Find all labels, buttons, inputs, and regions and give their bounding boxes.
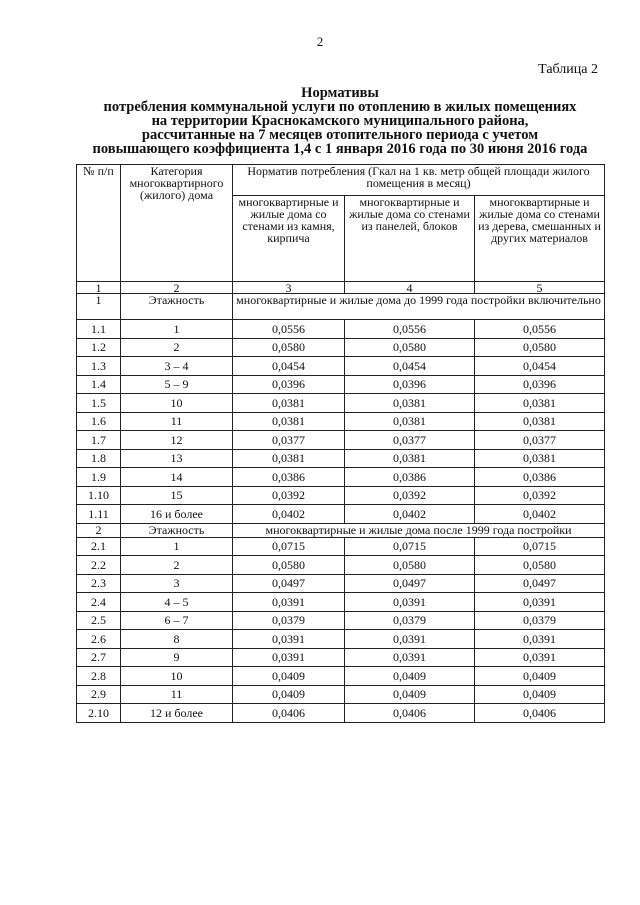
row-number: 2.8 [77,667,121,686]
table-row [77,574,605,593]
value-stone: 0,0454 [233,357,345,376]
value-panel: 0,0381 [345,449,475,468]
value-stone: 0,0391 [233,630,345,649]
column-number-row [77,282,605,294]
header-wood-walls: многоквартирные и жилые дома со стенами из дерева, смешанных и других материалов [475,196,605,282]
section-label: Этажность [121,523,233,537]
document-heading [60,86,620,156]
value-wood: 0,0409 [475,685,605,704]
table-row [77,412,605,431]
value-stone: 0,0381 [233,394,345,413]
table-row [77,505,605,524]
column-number: 3 [233,282,345,294]
row-number: 2.6 [77,630,121,649]
value-wood: 0,0406 [475,704,605,723]
floors-cell: 13 [121,449,233,468]
value-panel: 0,0556 [345,320,475,339]
value-panel: 0,0391 [345,593,475,612]
table-row [77,648,605,667]
table-row [77,685,605,704]
value-panel: 0,0409 [345,667,475,686]
floors-cell: 4 – 5 [121,593,233,612]
table-label: Таблица 2 [538,62,598,77]
value-wood: 0,0497 [475,574,605,593]
table-row [77,667,605,686]
value-panel: 0,0381 [345,394,475,413]
value-panel: 0,0391 [345,648,475,667]
row-number: 1.3 [77,357,121,376]
value-stone: 0,0391 [233,648,345,667]
value-panel: 0,0580 [345,556,475,575]
row-number: 2.2 [77,556,121,575]
page-number: 2 [316,34,324,49]
value-panel: 0,0386 [345,468,475,487]
table-row [77,556,605,575]
value-wood: 0,0409 [475,667,605,686]
value-stone: 0,0556 [233,320,345,339]
table-row [77,449,605,468]
value-stone: 0,0409 [233,667,345,686]
floors-cell: 3 – 4 [121,357,233,376]
header-panel-walls: многоквартирные и жилые дома со стенами из панелей, блоков [345,196,475,282]
value-panel: 0,0580 [345,338,475,357]
header-number: № п/п [77,165,121,282]
row-number: 1.9 [77,468,121,487]
table-row [77,357,605,376]
value-panel: 0,0497 [345,574,475,593]
value-stone: 0,0391 [233,593,345,612]
value-wood: 0,0396 [475,375,605,394]
value-panel: 0,0715 [345,537,475,556]
value-stone: 0,0715 [233,537,345,556]
floors-cell: 1 [121,320,233,339]
column-number: 1 [77,282,121,294]
floors-cell: 9 [121,648,233,667]
floors-cell: 10 [121,667,233,686]
heading-line: повышающего коэффициента 1,4 с 1 января 2016 года по 30 июня 2016 года [92,141,588,157]
value-stone: 0,0392 [233,486,345,505]
heading-line: потребления коммунальной услуги по отоплению в жилых помещениях [103,99,577,115]
row-number: 1.7 [77,431,121,450]
row-number: 2.4 [77,593,121,612]
value-panel: 0,0379 [345,611,475,630]
table-row [77,320,605,339]
row-number: 1.1 [77,320,121,339]
header-norm: Норматив потребления (Гкал на 1 кв. метр общей площади жилого помещения в месяц) [233,165,605,196]
value-stone: 0,0377 [233,431,345,450]
value-wood: 0,0381 [475,412,605,431]
section-row [77,523,605,537]
row-number: 2.9 [77,685,121,704]
value-panel: 0,0377 [345,431,475,450]
row-number: 1.2 [77,338,121,357]
value-panel: 0,0402 [345,505,475,524]
value-panel: 0,0454 [345,357,475,376]
heading-line: на территории Краснокамского муниципального района, [151,113,529,129]
floors-cell: 11 [121,412,233,431]
section-number: 1 [77,294,121,320]
value-stone: 0,0379 [233,611,345,630]
table-row [77,630,605,649]
floors-cell: 1 [121,537,233,556]
table-row [77,537,605,556]
value-wood: 0,0402 [475,505,605,524]
table-row [77,486,605,505]
value-wood: 0,0556 [475,320,605,339]
value-wood: 0,0580 [475,338,605,357]
heading-line: рассчитанные на 7 месяцев отопительного периода с учетом [141,127,539,143]
value-wood: 0,0580 [475,556,605,575]
value-stone: 0,0406 [233,704,345,723]
floors-cell: 15 [121,486,233,505]
value-stone: 0,0497 [233,574,345,593]
floors-cell: 12 [121,431,233,450]
value-stone: 0,0402 [233,505,345,524]
value-stone: 0,0381 [233,412,345,431]
floors-cell: 12 и более [121,704,233,723]
section-title: многоквартирные и жилые дома до 1999 года постройки включительно [233,294,605,320]
value-wood: 0,0377 [475,431,605,450]
value-stone: 0,0396 [233,375,345,394]
row-number: 1.5 [77,394,121,413]
row-number: 2.5 [77,611,121,630]
value-stone: 0,0381 [233,449,345,468]
section-row [77,294,605,320]
value-panel: 0,0392 [345,486,475,505]
value-stone: 0,0580 [233,338,345,357]
row-number: 2.1 [77,537,121,556]
column-number: 4 [345,282,475,294]
value-wood: 0,0392 [475,486,605,505]
table-row [77,611,605,630]
section-number: 2 [77,523,121,537]
value-wood: 0,0391 [475,593,605,612]
row-number: 1.10 [77,486,121,505]
floors-cell: 3 [121,574,233,593]
value-panel: 0,0406 [345,704,475,723]
section-label: Этажность [121,294,233,320]
row-number: 1.6 [77,412,121,431]
value-panel: 0,0409 [345,685,475,704]
value-wood: 0,0379 [475,611,605,630]
value-stone: 0,0386 [233,468,345,487]
row-number: 2.7 [77,648,121,667]
norms-table [76,164,605,723]
table-row [77,468,605,487]
value-wood: 0,0381 [475,449,605,468]
table-row [77,593,605,612]
floors-cell: 16 и более [121,505,233,524]
value-stone: 0,0580 [233,556,345,575]
value-stone: 0,0409 [233,685,345,704]
value-wood: 0,0454 [475,357,605,376]
column-number: 2 [121,282,233,294]
value-wood: 0,0391 [475,648,605,667]
value-panel: 0,0391 [345,630,475,649]
row-number: 1.8 [77,449,121,468]
row-number: 2.3 [77,574,121,593]
row-number: 1.4 [77,375,121,394]
header-stone-walls: многоквартирные и жилые дома со стенами из камня, кирпича [233,196,345,282]
table-row [77,394,605,413]
heading-line: Нормативы [301,85,379,101]
floors-cell: 6 – 7 [121,611,233,630]
table-row [77,704,605,723]
floors-cell: 14 [121,468,233,487]
floors-cell: 10 [121,394,233,413]
floors-cell: 11 [121,685,233,704]
value-wood: 0,0381 [475,394,605,413]
value-wood: 0,0715 [475,537,605,556]
row-number: 2.10 [77,704,121,723]
floors-cell: 2 [121,338,233,357]
value-wood: 0,0391 [475,630,605,649]
value-panel: 0,0396 [345,375,475,394]
table-row [77,375,605,394]
table-row [77,431,605,450]
table-row [77,338,605,357]
section-title: многоквартирные и жилые дома после 1999 года постройки [233,523,605,537]
header-category: Категория многоквартирного (жилого) дома [121,165,233,282]
value-wood: 0,0386 [475,468,605,487]
row-number: 1.11 [77,505,121,524]
floors-cell: 2 [121,556,233,575]
value-panel: 0,0381 [345,412,475,431]
floors-cell: 5 – 9 [121,375,233,394]
column-number: 5 [475,282,605,294]
floors-cell: 8 [121,630,233,649]
